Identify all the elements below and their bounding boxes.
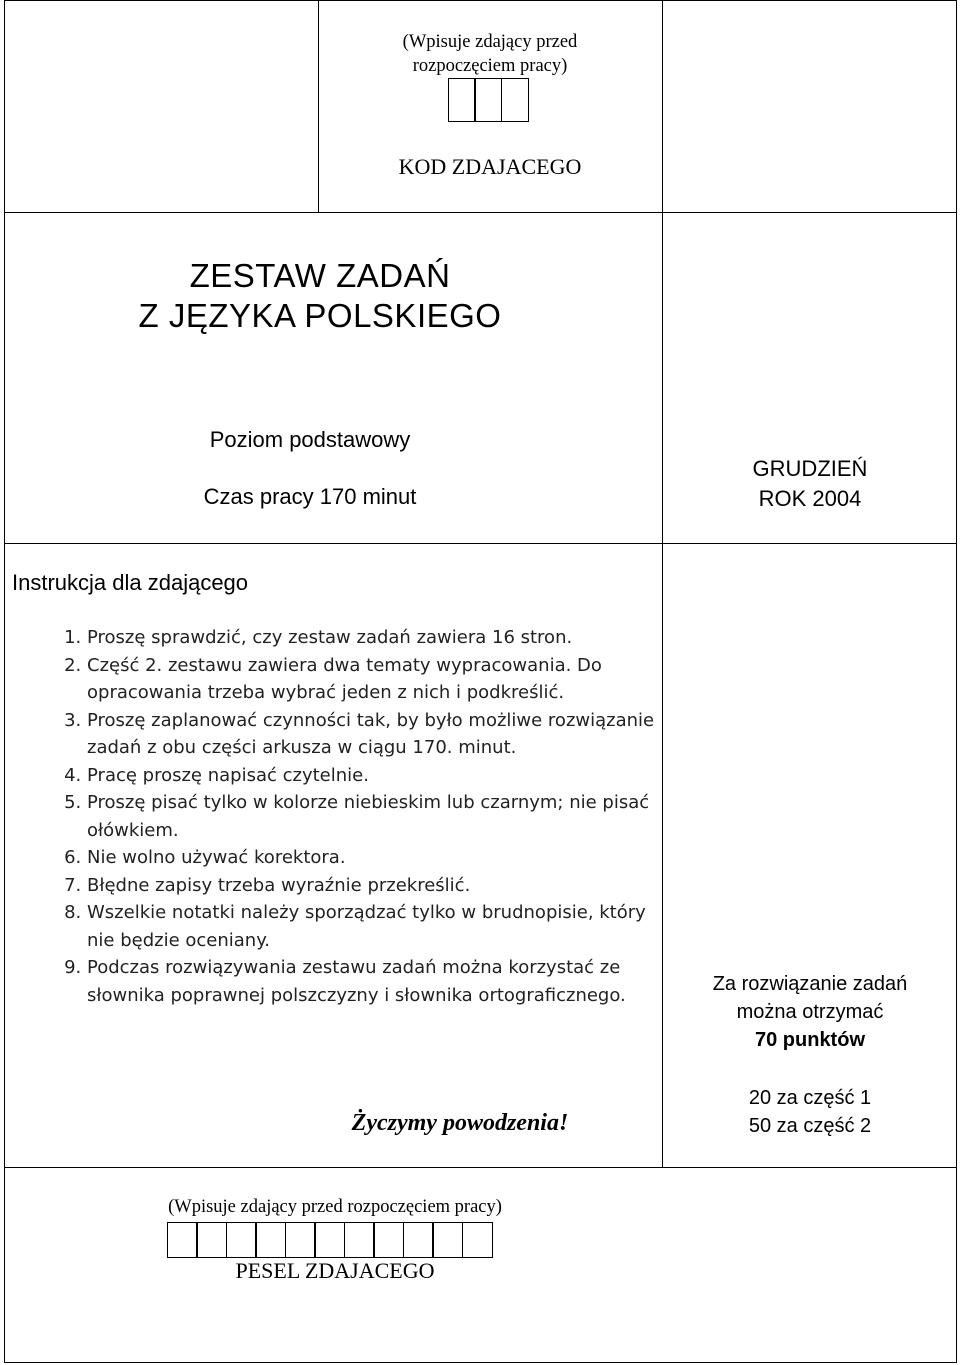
divider-footer — [4, 1167, 957, 1168]
instructions-title: Instrukcja dla zdającego — [12, 570, 249, 595]
scoring-part1: 20 za część 1 — [748, 1087, 872, 1109]
divider-kod-left — [318, 0, 319, 212]
pesel-box[interactable] — [226, 1222, 257, 1258]
exam-year: ROK 2004 — [758, 486, 862, 511]
instructions-list — [12, 624, 672, 1009]
pesel-title: PESEL ZDAJACEGO — [235, 1258, 435, 1283]
instruction-item: 5. Proszę pisać tylko w kolorze niebieskim lub czarnym; nie pisać ołówkiem. — [87, 789, 672, 844]
pesel-box[interactable] — [373, 1222, 404, 1258]
exam-time: Czas pracy 170 minut — [203, 484, 417, 509]
scoring-part2: 50 za część 2 — [748, 1115, 872, 1137]
exam-month: GRUDZIEŃ — [752, 456, 868, 481]
kod-box[interactable] — [474, 78, 502, 122]
divider-info — [4, 543, 957, 544]
pesel-box[interactable] — [432, 1222, 463, 1258]
scoring-info — [680, 970, 940, 1054]
instruction-item: 7. Błędne zapisy trzeba wyraźnie przekreślić. — [87, 872, 672, 900]
exam-date — [700, 454, 920, 514]
kod-caption — [330, 30, 650, 78]
instruction-item: 1. Proszę sprawdzić, czy zestaw zadań zawiera 16 stron. — [87, 624, 672, 652]
scoring-points: 70 punktów — [754, 1029, 865, 1051]
instruction-item: 2. Część 2. zestawu zawiera dwa tematy wypracowania. Do opracowania trzeba wybrać jeden z nich i podkreślić. — [87, 652, 672, 707]
exam-level: Poziom podstawowy — [209, 427, 411, 452]
kod-title: KOD ZDAJACEGO — [398, 154, 582, 179]
pesel-box[interactable] — [344, 1222, 375, 1258]
pesel-box[interactable] — [285, 1222, 316, 1258]
pesel-input-boxes[interactable] — [168, 1222, 493, 1258]
scoring-line1: Za rozwiązanie zadań — [712, 973, 908, 995]
scoring-line2: można otrzymać — [736, 1001, 884, 1023]
main-title-line1: ZESTAW ZADAŃ — [189, 257, 451, 294]
pesel-box[interactable] — [314, 1222, 345, 1258]
instruction-item: 8. Wszelkie notatki należy sporządzać tylko w brudnopisie, który nie będzie oceniany. — [87, 899, 672, 954]
pesel-box[interactable] — [167, 1222, 198, 1258]
main-title — [80, 256, 560, 336]
instruction-item: 9. Podczas rozwiązywania zestawu zadań można korzystać ze słownika poprawnej polszczyzny i słownika ortograficznego. — [87, 954, 672, 1009]
kod-box[interactable] — [501, 78, 529, 122]
divider-header — [4, 212, 957, 213]
kod-input-boxes[interactable] — [449, 78, 529, 122]
pesel-caption: (Wpisuje zdający przed rozpoczęciem pracy) — [168, 1197, 502, 1217]
pesel-box[interactable] — [403, 1222, 434, 1258]
instruction-item: 6. Nie wolno używać korektora. — [87, 844, 672, 872]
good-luck-text: Życzymy powodzenia! — [351, 1110, 569, 1136]
instruction-item: 4. Pracę proszę napisać czytelnie. — [87, 762, 672, 790]
instruction-item: 3. Proszę zaplanować czynności tak, by było możliwe rozwiązanie zadań z obu części arkusza w ciągu 170. minut. — [87, 707, 672, 762]
kod-caption-line2: rozpoczęciem pracy) — [412, 56, 568, 76]
pesel-box[interactable] — [462, 1222, 493, 1258]
kod-caption-line1: (Wpisuje zdający przed — [402, 32, 578, 52]
main-title-line2: Z JĘZYKA POLSKIEGO — [138, 297, 502, 334]
pesel-box[interactable] — [255, 1222, 286, 1258]
pesel-box[interactable] — [196, 1222, 227, 1258]
scoring-parts — [680, 1084, 940, 1140]
kod-box[interactable] — [448, 78, 476, 122]
